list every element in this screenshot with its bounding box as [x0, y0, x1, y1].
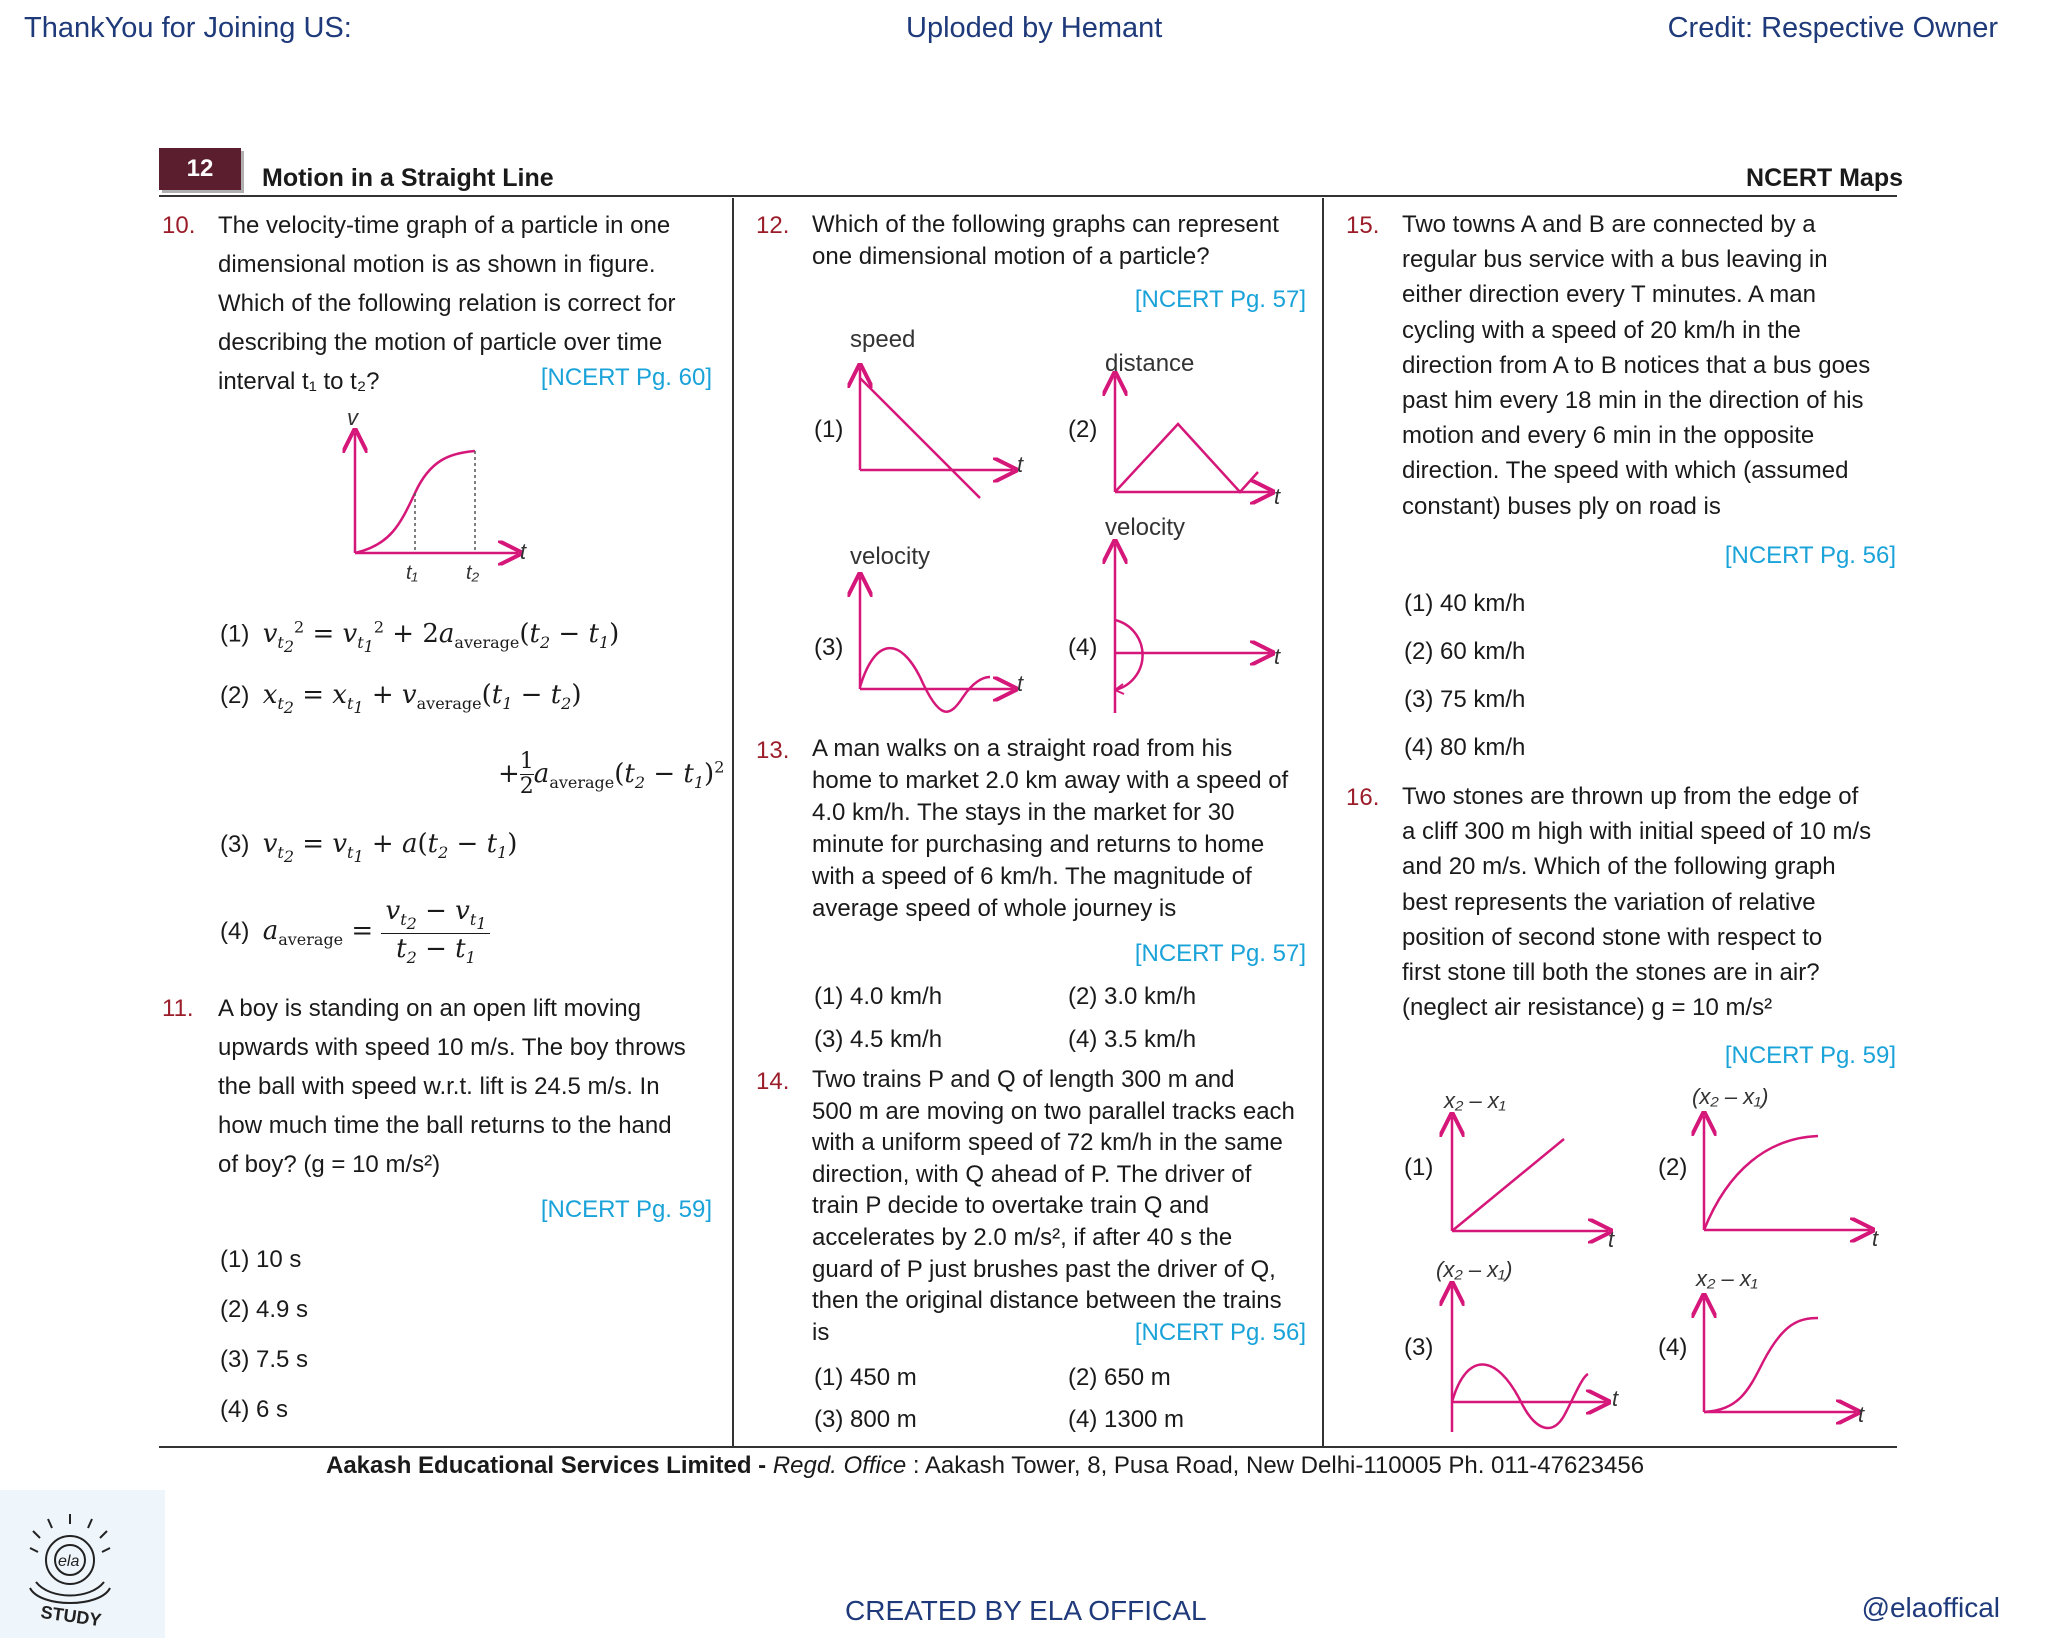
- q13-option-2[interactable]: (2) 3.0 km/h: [1068, 983, 1197, 1010]
- q12-line: Which of the following graphs can represent: [812, 211, 1279, 238]
- q12-graph-4: [1100, 508, 1310, 718]
- q14-reference: [NCERT Pg. 56]: [1134, 1319, 1306, 1346]
- q10-line: The velocity-time graph of a particle in one: [218, 212, 671, 239]
- q15-option-3[interactable]: (3) 75 km/h: [1404, 686, 1526, 713]
- q14-number: 14.: [756, 1068, 790, 1095]
- q14-line: guard of P just brushes past the driver of Q,: [812, 1255, 1276, 1283]
- velocity-axis-label: velocity: [850, 543, 931, 570]
- q14-option-1[interactable]: (1) 450 m: [814, 1364, 917, 1391]
- q12-graph-2: [1100, 342, 1310, 517]
- banner-center: Uploded by Hemant: [906, 12, 1163, 44]
- q10-line: interval t₁ to t₂?: [218, 368, 380, 395]
- q10-formula-4: $a_{average}$ = $\frac{v_{t_2} - v_{t_1}}{t_2 - t_1}$: [263, 916, 491, 946]
- column-divider-1: [732, 198, 734, 1448]
- velocity-semicircle: [1115, 620, 1143, 690]
- q13-line: A man walks on a straight road from his: [812, 735, 1233, 762]
- q11-option-1[interactable]: (1) 10 s: [220, 1246, 302, 1273]
- q16-line: first stone till both the stones are in air?: [1402, 959, 1820, 987]
- q11-option-3[interactable]: (3) 7.5 s: [220, 1346, 309, 1373]
- q16-reference: [NCERT Pg. 59]: [1724, 1042, 1896, 1069]
- social-handle[interactable]: @elaoffical: [1861, 1592, 2000, 1623]
- q14-line: is: [812, 1318, 830, 1346]
- q11-number: 11.: [162, 995, 194, 1022]
- q16-graph3-label[interactable]: (3): [1404, 1334, 1434, 1361]
- q12-text: [812, 209, 1308, 273]
- q10-option-2-cont: + $\frac{1}{2}$ $a_{average}(t_2 - t_1)^2$: [498, 749, 725, 799]
- q15-line: Two towns A and B are connected by a: [1402, 211, 1816, 238]
- distance-line: [1115, 424, 1258, 492]
- q15-line: cycling with a speed of 20 km/h in the: [1402, 316, 1801, 344]
- q16-number: 16.: [1346, 784, 1380, 811]
- relative-position-curve: [1704, 1136, 1818, 1230]
- q11-line: A boy is standing on an open lift moving: [218, 995, 641, 1022]
- q10-reference: [NCERT Pg. 60]: [540, 364, 712, 391]
- q13-option-1[interactable]: (1) 4.0 km/h: [814, 983, 943, 1010]
- q16-line: (neglect air resistance) g = 10 m/s²: [1402, 994, 1773, 1022]
- y-axis-label: v: [347, 405, 358, 430]
- t1-label: t₁: [406, 562, 418, 584]
- q14-line: with a uniform speed of 72 km/h in the same: [812, 1129, 1283, 1157]
- q15-option-4[interactable]: (4) 80 km/h: [1404, 734, 1526, 761]
- q13-line: 4.0 km/h. The stays in the market for 30: [812, 799, 1235, 826]
- q10-option-4[interactable]: (4) $a_{average}$ = $\frac{v_{t_2} - v_{t_1}}{t_2 - t_1}$: [220, 896, 490, 968]
- q13-number: 13.: [756, 737, 790, 764]
- x-axis-label: t: [520, 539, 527, 564]
- q16-graph-4: [1688, 1262, 1888, 1437]
- q16-line: and 20 m/s. Which of the following graph: [1402, 853, 1836, 881]
- q15-option-1[interactable]: (1) 40 km/h: [1404, 590, 1526, 617]
- velocity-wave: [860, 648, 990, 712]
- series-title: NCERT Maps: [1746, 164, 1903, 192]
- page-number-badge: 12: [159, 148, 241, 190]
- q16-graph-1: [1436, 1083, 1636, 1248]
- q15-text: [1402, 207, 1896, 524]
- q14-line: accelerates by 2.0 m/s², if after 40 s the: [812, 1223, 1233, 1251]
- velocity-axis-label: velocity: [1105, 514, 1186, 541]
- q12-reference: [NCERT Pg. 57]: [1134, 286, 1306, 313]
- q10-line: dimensional motion is as shown in figure.: [218, 251, 656, 278]
- y-axis-label: (x₂ – x₁): [1436, 1257, 1513, 1282]
- q16-graph2-label[interactable]: (2): [1658, 1154, 1688, 1181]
- q11-line: how much time the ball returns to the hand: [218, 1112, 672, 1139]
- y-axis-label: (x₂ – x₁): [1692, 1084, 1769, 1109]
- banner-left: ThankYou for Joining US:: [24, 12, 352, 44]
- q12-graph4-label[interactable]: (4): [1068, 634, 1098, 661]
- y-axis-label: x₂ – x₁: [1696, 1266, 1758, 1291]
- q11-line: of boy? (g = 10 m/s²): [218, 1151, 441, 1178]
- footer-address: Aakash Educational Services Limited - Regd. Office : Aakash Tower, 8, Pusa Road, New Delhi-110005 Ph. 011-47623456: [326, 1452, 1645, 1479]
- footer-rule: [159, 1446, 1897, 1448]
- q10-option-3[interactable]: (3) $v_{t_2} = v_{t_1} + a(t_2 - t_1)$: [220, 829, 518, 867]
- q15-line: either direction every T minutes. A man: [1402, 281, 1816, 309]
- created-by: CREATED BY ELA OFFICAL: [845, 1595, 1207, 1626]
- relative-position-sigmoid: [1704, 1318, 1818, 1412]
- q11-line: the ball with speed w.r.t. lift is 24.5 m/s. In: [218, 1073, 660, 1100]
- q14-line: then the original distance between the trains: [812, 1287, 1282, 1315]
- q15-option-2[interactable]: (2) 60 km/h: [1404, 638, 1526, 665]
- t-axis-label: t: [1872, 1226, 1879, 1248]
- column-divider-2: [1322, 198, 1324, 1448]
- q15-line: direction from A to B notices that a bus goes: [1402, 351, 1871, 379]
- t-axis-label: t: [1858, 1402, 1865, 1427]
- q11-option-4[interactable]: (4) 6 s: [220, 1396, 289, 1423]
- q10-number: 10.: [162, 212, 196, 239]
- q13-line: average speed of whole journey is: [812, 895, 1177, 922]
- q14-option-4[interactable]: (4) 1300 m: [1068, 1406, 1185, 1433]
- q10-formula-3: $v_{t_2} = v_{t_1} + a(t_2 - t_1)$: [262, 829, 518, 867]
- q16-line: a cliff 300 m high with initial speed of 10 m/s: [1402, 818, 1872, 846]
- q15-line: direction. The speed with which (assumed: [1402, 457, 1849, 485]
- q14-text: [812, 1064, 1308, 1348]
- q10-formula-1: $v_{t_2}^2 = v_{t_1}^2 + 2a_{average}(t_2 - t_1)$: [262, 617, 620, 657]
- q14-line: 500 m are moving on two parallel tracks each: [812, 1097, 1295, 1125]
- t-axis-label: t: [1612, 1386, 1619, 1411]
- q11-line: upwards with speed 10 m/s. The boy throws: [218, 1034, 686, 1061]
- relative-position-line: [1452, 1139, 1564, 1231]
- speed-axis-label: speed: [850, 326, 916, 353]
- header-rule: [159, 195, 1897, 197]
- q14-option-2[interactable]: (2) 650 m: [1068, 1364, 1171, 1391]
- q10-option-2[interactable]: (2) $x_{t_2} = x_{t_1} + v_{average}(t_1 - t_2)$: [220, 680, 582, 718]
- q12-graph2-label[interactable]: (2): [1068, 416, 1098, 443]
- q13-line: minute for purchasing and returns to home: [812, 831, 1265, 858]
- q14-option-3[interactable]: (3) 800 m: [814, 1406, 917, 1433]
- logo-caption: STUDY: [39, 1601, 103, 1631]
- t2-label: t₂: [466, 562, 480, 584]
- q14-line: direction, with Q ahead of P. The driver of: [812, 1160, 1252, 1188]
- logo-text: ela: [58, 1553, 80, 1570]
- t-axis-label: t: [1017, 671, 1024, 696]
- q16-text: [1402, 779, 1896, 1025]
- banner-right: Credit: Respective Owner: [1667, 12, 1998, 44]
- q16-graph1-label[interactable]: (1): [1404, 1154, 1434, 1181]
- y-axis-label: x₂ – x₁: [1444, 1088, 1506, 1113]
- t-axis-label: t: [1274, 484, 1281, 509]
- t-axis-label: t: [1274, 644, 1281, 669]
- q16-line: best represents the variation of relative: [1402, 888, 1816, 916]
- t-axis-label: t: [1017, 452, 1024, 477]
- q11-text: [218, 989, 712, 1184]
- q15-line: motion and every 6 min in the opposite: [1402, 422, 1815, 450]
- q13-reference: [NCERT Pg. 57]: [1134, 940, 1306, 967]
- q16-graph4-label[interactable]: (4): [1658, 1334, 1688, 1361]
- q12-number: 12.: [756, 212, 790, 239]
- q13-option-3[interactable]: (3) 4.5 km/h: [814, 1026, 943, 1053]
- t-axis-label: t: [1608, 1227, 1615, 1248]
- q13-line: with a speed of 6 km/h. The magnitude of: [812, 863, 1252, 890]
- q15-line: past him every 18 min in the direction of his: [1402, 387, 1864, 415]
- q15-number: 15.: [1346, 212, 1380, 239]
- q14-line: Two trains P and Q of length 300 m and: [812, 1066, 1235, 1093]
- q15-reference: [NCERT Pg. 56]: [1724, 542, 1896, 569]
- q12-line: one dimensional motion of a particle?: [812, 243, 1210, 270]
- q12-graph3-label[interactable]: (3): [814, 634, 844, 661]
- q15-line: constant) buses ply on road is: [1402, 492, 1721, 520]
- q11-reference: [NCERT Pg. 59]: [540, 1196, 712, 1223]
- q16-graph-3: [1436, 1252, 1636, 1437]
- ela-logo-icon: [0, 1490, 165, 1638]
- ela-logo: [0, 1490, 165, 1638]
- distance-axis-label: distance: [1105, 350, 1195, 377]
- q14-line: train P decide to overtake train Q and: [812, 1192, 1210, 1220]
- q11-option-2[interactable]: (2) 4.9 s: [220, 1296, 309, 1323]
- q10-option-1[interactable]: (1) $v_{t_2}^2 = v_{t_1}^2 + 2a_{average}(t_2 - t_1)$: [220, 617, 620, 657]
- q16-graph-2: [1688, 1080, 1898, 1248]
- q16-line: Two stones are thrown up from the edge of: [1402, 783, 1859, 810]
- q10-line: Which of the following relation is correct for: [218, 290, 676, 317]
- q16-line: position of second stone with respect to: [1402, 923, 1823, 951]
- speed-line: [860, 378, 980, 498]
- q13-line: home to market 2.0 km away with a speed of: [812, 767, 1289, 794]
- relative-position-wave: [1452, 1365, 1588, 1429]
- q10-formula-2: $x_{t_2} = x_{t_1} + v_{average}(t_1 - t_2)$: [262, 680, 582, 718]
- q12-graph-1: [845, 320, 1045, 510]
- q13-option-4[interactable]: (4) 3.5 km/h: [1068, 1026, 1197, 1053]
- q10-line: describing the motion of particle over time: [218, 329, 663, 356]
- q10-vt-graph: [330, 405, 540, 585]
- q13-text: [812, 733, 1308, 925]
- q12-graph1-label[interactable]: (1): [814, 416, 844, 443]
- chapter-title: Motion in a Straight Line: [262, 164, 554, 192]
- q15-line: regular bus service with a bus leaving in: [1402, 246, 1828, 274]
- q12-graph-3: [845, 537, 1045, 727]
